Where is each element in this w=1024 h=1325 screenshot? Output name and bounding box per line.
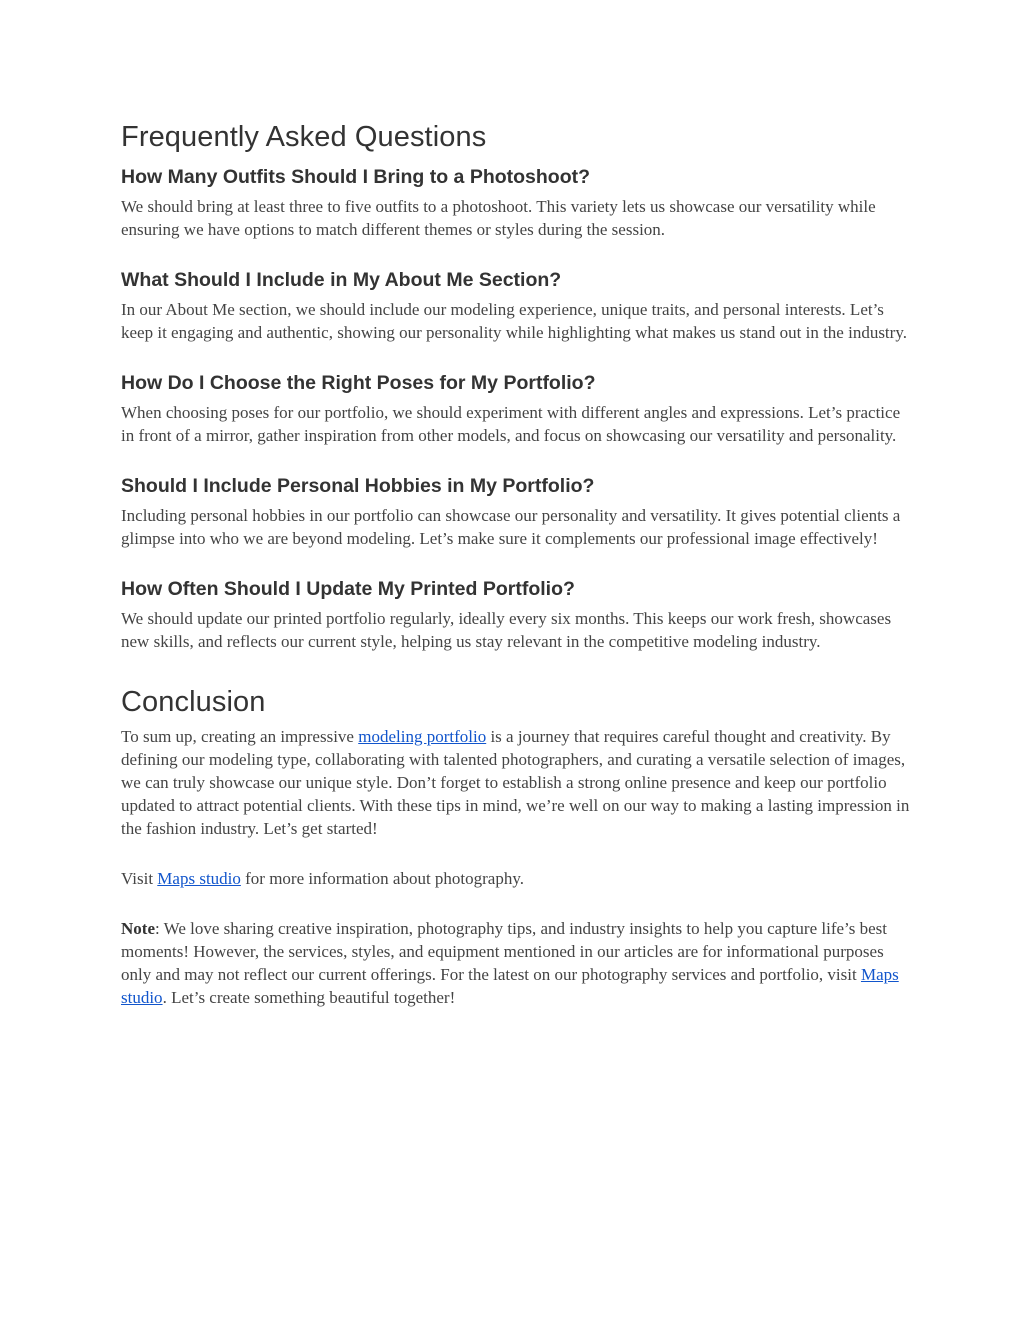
visit-suffix: for more information about photography.: [240, 869, 524, 888]
conclusion-text-end: is a journey that requires careful thought and creativity. By defining our modeling type, collaborating with talented photographers, and curating a versatile selection of images, we can truly showcase our unique style. Don’t forget to establish a strong online presence and keep our portfolio updated to attract potential clients. With these tips in mind, we’re well on our way to making a lasting impression in the fashion industry. Let’s get started!: [121, 727, 910, 838]
maps-studio-link[interactable]: Maps studio: [121, 965, 899, 1007]
faq-item: [121, 267, 911, 344]
faq-item: [121, 370, 911, 447]
faq-answer: When choosing poses for our portfolio, we should experiment with different angles and expressions. Let’s practice in front of a mirror, gather inspiration from other models, and focus on showcasing our versatility and personality.: [121, 403, 901, 445]
note-paragraph: [121, 917, 911, 1009]
conclusion-paragraph: [121, 725, 911, 840]
note-label: Note: [121, 919, 155, 938]
faq-question: How Many Outfits Should I Bring to a Photoshoot?: [121, 166, 591, 188]
faq-question: Should I Include Personal Hobbies in My Portfolio?: [121, 475, 595, 497]
conclusion-text-start: To sum up, creating an impressive: [121, 727, 359, 746]
faq-answer: We should bring at least three to five outfits to a photoshoot. This variety lets us showcase our versatility while ensuring we have options to match different themes or styles during the session.: [121, 197, 876, 239]
faq-answer: Including personal hobbies in our portfolio can showcase our personality and versatility. It gives potential clients a glimpse into who we are beyond modeling. Let’s make sure it complements our professional image effectively!: [121, 506, 901, 548]
modeling-portfolio-link[interactable]: modeling portfolio: [358, 727, 487, 746]
faq-question: What Should I Include in My About Me Section?: [121, 269, 562, 291]
maps-studio-link[interactable]: Maps studio: [157, 869, 241, 888]
document-page: [121, 118, 911, 1009]
faq-item: [121, 576, 911, 653]
faq-question: How Do I Choose the Right Poses for My Portfolio?: [121, 372, 596, 394]
faq-question: How Often Should I Update My Printed Portfolio?: [121, 578, 575, 600]
visit-prefix: Visit: [121, 869, 158, 888]
visit-paragraph: [121, 867, 911, 890]
note-text-start: : We love sharing creative inspiration, photography tips, and industry insights to help you capture life’s best moments! However, the services, styles, and equipment mentioned in our articles are for informational purposes only and may not reflect our current offerings. For the latest on our photography services and portfolio, visit: [121, 919, 887, 984]
faq-item: [121, 164, 911, 241]
faq-answer: We should update our printed portfolio regularly, ideally every six months. This keeps our work fresh, showcases new skills, and reflects our current style, helping us stay relevant in the competitive modeling industry.: [121, 609, 892, 651]
faq-item: [121, 473, 911, 550]
conclusion-title: Conclusion: [121, 686, 266, 718]
note-text-end: . Let’s create something beautiful together!: [162, 988, 456, 1007]
faq-answer: In our About Me section, we should include our modeling experience, unique traits, and personal interests. Let’s keep it engaging and authentic, showing our personality while highlighting what makes us stand out in the industry.: [121, 300, 907, 342]
faq-title: Frequently Asked Questions: [121, 121, 487, 153]
